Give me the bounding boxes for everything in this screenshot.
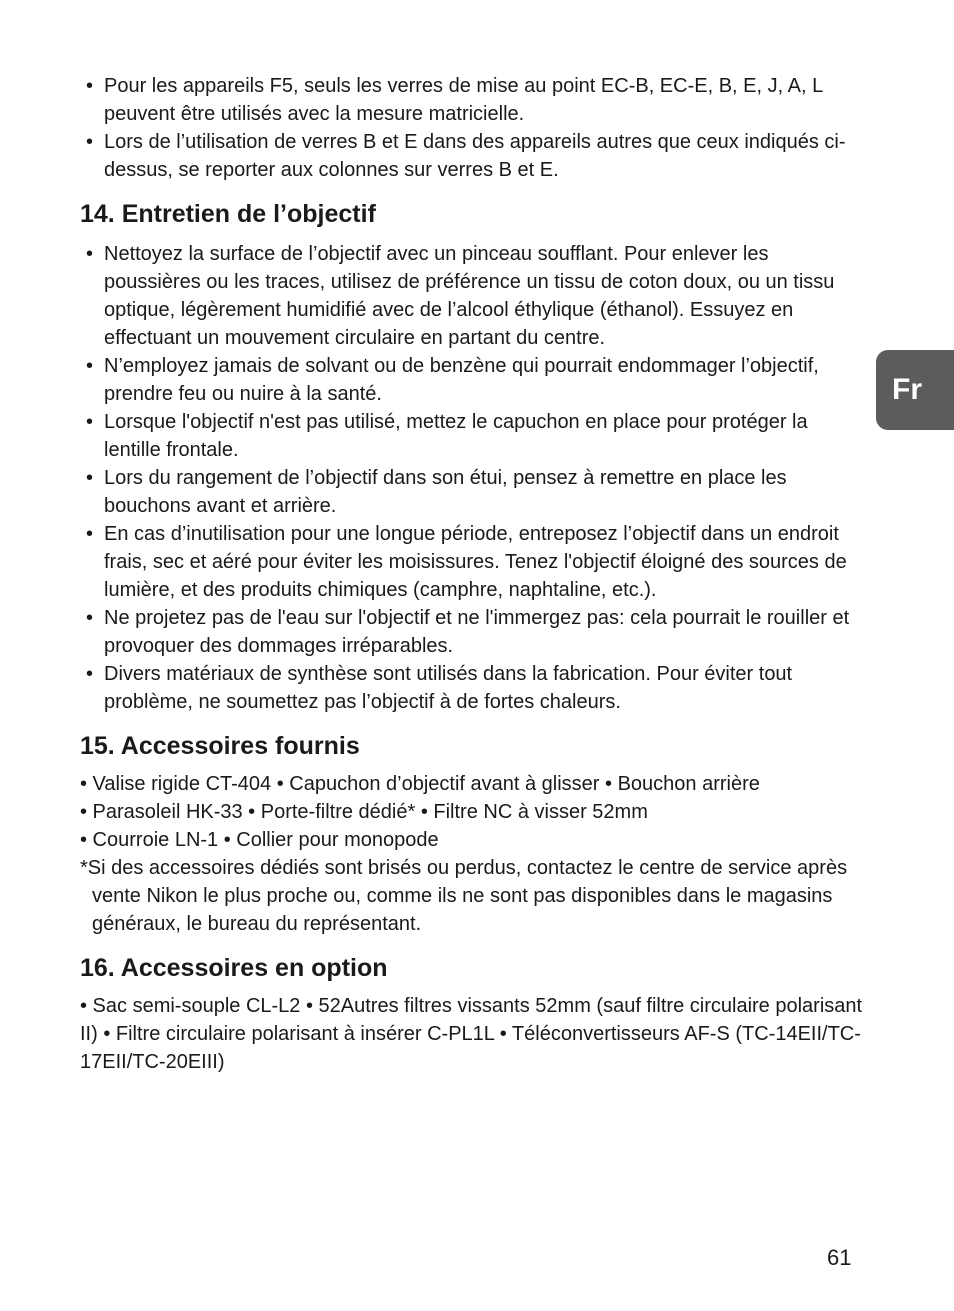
accessory-line: • Parasoleil HK-33 • Porte-filtre dédié* • Filtre NC à visser 52mm [80,801,648,823]
page-content [80,72,865,1076]
section-heading-maintenance: 14. Entretien de l’objectif [80,200,376,228]
list-item: • Nettoyez la surface de l’objectif avec un pinceau soufflant. Pour enlever les poussières ou les traces, utilisez de préférence un tissu de coton doux, ou un tissu optique, légèrement humidifié avec de l’alcool éthylique (éthanol). Essuyez en effectuant un mouvement circulaire en partant du centre. [80,240,865,352]
page-number: 61 [827,1245,852,1270]
language-tab: Fr [876,350,954,430]
list-item: • Ne projetez pas de l'eau sur l'objectif et ne l'immergez pas: cela pourrait le rouiller et provoquer des dommages irréparables. [80,604,865,660]
list-item: • Lors du rangement de l’objectif dans son étui, pensez à remettre en place les bouchons avant et arrière. [80,464,865,520]
list-item: • Lorsque l'objectif n'est pas utilisé, mettez le capuchon en place pour protéger la lentille frontale. [80,408,865,464]
section-heading-optional-accessories: 16. Accessoires en option [80,954,388,982]
maintenance-bullet-list [80,240,865,716]
list-item: • Lors de l’utilisation de verres B et E dans des appareils autres que ceux indiqués ci-dessus, se reporter aux colonnes sur verres B et E. [80,128,865,184]
section-heading-supplied-accessories: 15. Accessoires fournis [80,732,360,760]
optional-accessories-text: • Sac semi-souple CL-L2 • 52Autres filtres vissants 52mm (sauf filtre circulaire polarisant II) • Filtre circulaire polarisant à insérer C-PL1L • Téléconvertisseurs AF-S (TC-14EII/TC-17EII/TC-20EIII) [80,995,863,1073]
accessory-line: • Valise rigide CT-404 • Capuchon d’objectif avant à glisser • Bouchon arrière [80,773,760,795]
list-item: • Divers matériaux de synthèse sont utilisés dans la fabrication. Pour éviter tout problème, ne soumettez pas l’objectif à de fortes chaleurs. [80,660,865,716]
list-item: • Pour les appareils F5, seuls les verres de mise au point EC-B, EC-E, B, E, J, A, L peuvent être utilisés avec la mesure matricielle. [80,72,865,128]
list-item: • En cas d’inutilisation pour une longue période, entreposez l’objectif dans un endroit frais, sec et aéré pour éviter les moisissures. Tenez l'objectif éloigné des sources de lumière, et des produits chimiques (camphre, naphtaline, etc.). [80,520,865,604]
list-item: • N’employez jamais de solvant ou de benzène qui pourrait endommager l’objectif, prendre feu ou nuire à la santé. [80,352,865,408]
intro-bullet-list [80,72,865,184]
accessory-line: • Courroie LN-1 • Collier pour monopode [80,829,439,851]
accessory-footnote: *Si des accessoires dédiés sont brisés ou perdus, contactez le centre de service après vente Nikon le plus proche ou, comme ils ne sont pas disponibles dans le magasins généraux, le bureau du représentant. [80,857,848,935]
